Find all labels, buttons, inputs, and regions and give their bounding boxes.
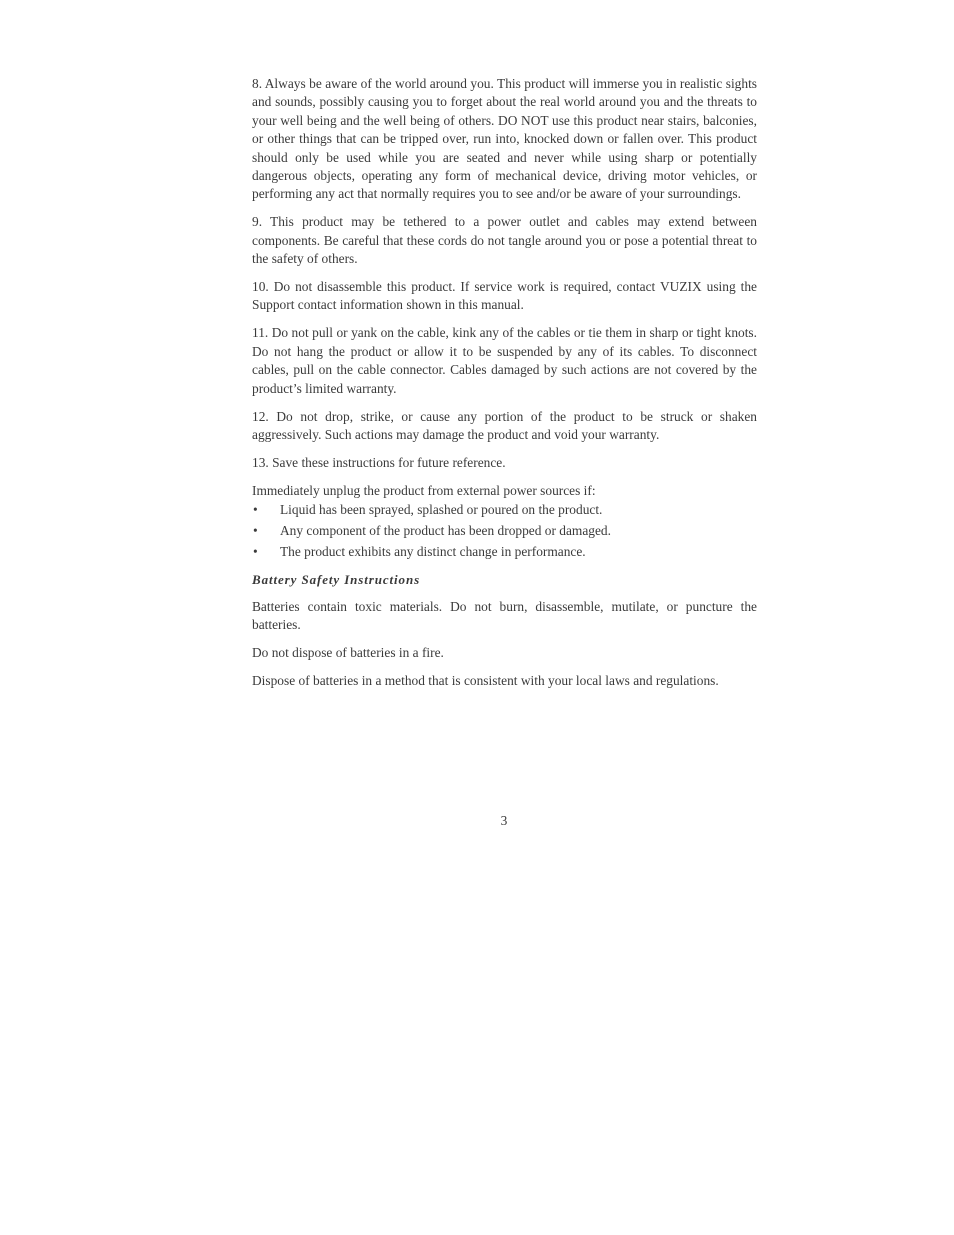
battery-paragraph-dispose: Dispose of batteries in a method that is consistent with your local laws and regulations. — [252, 673, 719, 689]
unplug-intro: Immediately unplug the product from external power sources if: — [252, 482, 596, 498]
instruction-paragraph-10: 10. Do not disassemble this product. If service work is required, contact VUZIX using the Support contact information shown in this manual. — [252, 279, 757, 313]
list-item — [252, 501, 757, 519]
instruction-paragraph-12: 12. Do not drop, strike, or cause any portion of the product to be struck or shaken aggressively. Such actions may damage the product and void your warranty. — [252, 408, 757, 442]
bullet-icon: • — [253, 544, 258, 560]
bullet-icon: • — [253, 502, 258, 518]
unplug-conditions-list — [252, 501, 757, 561]
instruction-paragraph-11: 11. Do not pull or yank on the cable, kink any of the cables or tie them in sharp or tight knots. Do not hang the product or allow it to be suspended by any of its cables. To disconnect cables, pull on the cable connector. Cables damaged by such actions are not covered by the product’s limited warranty. — [252, 325, 757, 396]
battery-paragraph-toxic: Batteries contain toxic materials. Do not burn, disassemble, mutilate, or puncture the batteries. — [252, 598, 757, 633]
instruction-paragraph-13: 13. Save these instructions for future reference. — [252, 454, 506, 470]
list-item-text: Any component of the product has been dropped or damaged. — [280, 523, 611, 539]
battery-safety-heading: Battery Safety Instructions — [252, 571, 421, 587]
instruction-paragraph-8: 8. Always be aware of the world around you. This product will immerse you in realistic sights and sounds, possibly causing you to forget about the real world around you and the threats to your well being and the well being of others. DO NOT use this product near stairs, balconies, or other things that can be tripped over, run into, knocked down or fallen over. This product should only be used while you are seated and never while using sharp or potentially dangerous objects, operating any form of mechanical device, driving motor vehicles, or performing any act that normally requires you to see and/or be aware of your surroundings. — [252, 76, 757, 202]
list-item-text: The product exhibits any distinct change in performance. — [280, 544, 586, 560]
list-item — [252, 543, 757, 561]
document-body — [252, 75, 757, 700]
instruction-paragraph-9: 9. This product may be tethered to a power outlet and cables may extend between components. Be careful that these cords do not tangle around you or pose a potential threat to the safety of others. — [252, 214, 757, 267]
page-number: 3 — [500, 813, 508, 828]
list-item-text: Liquid has been sprayed, splashed or poured on the product. — [280, 502, 603, 518]
list-item — [252, 522, 757, 540]
bullet-icon: • — [253, 523, 258, 539]
battery-paragraph-fire: Do not dispose of batteries in a fire. — [252, 645, 444, 661]
